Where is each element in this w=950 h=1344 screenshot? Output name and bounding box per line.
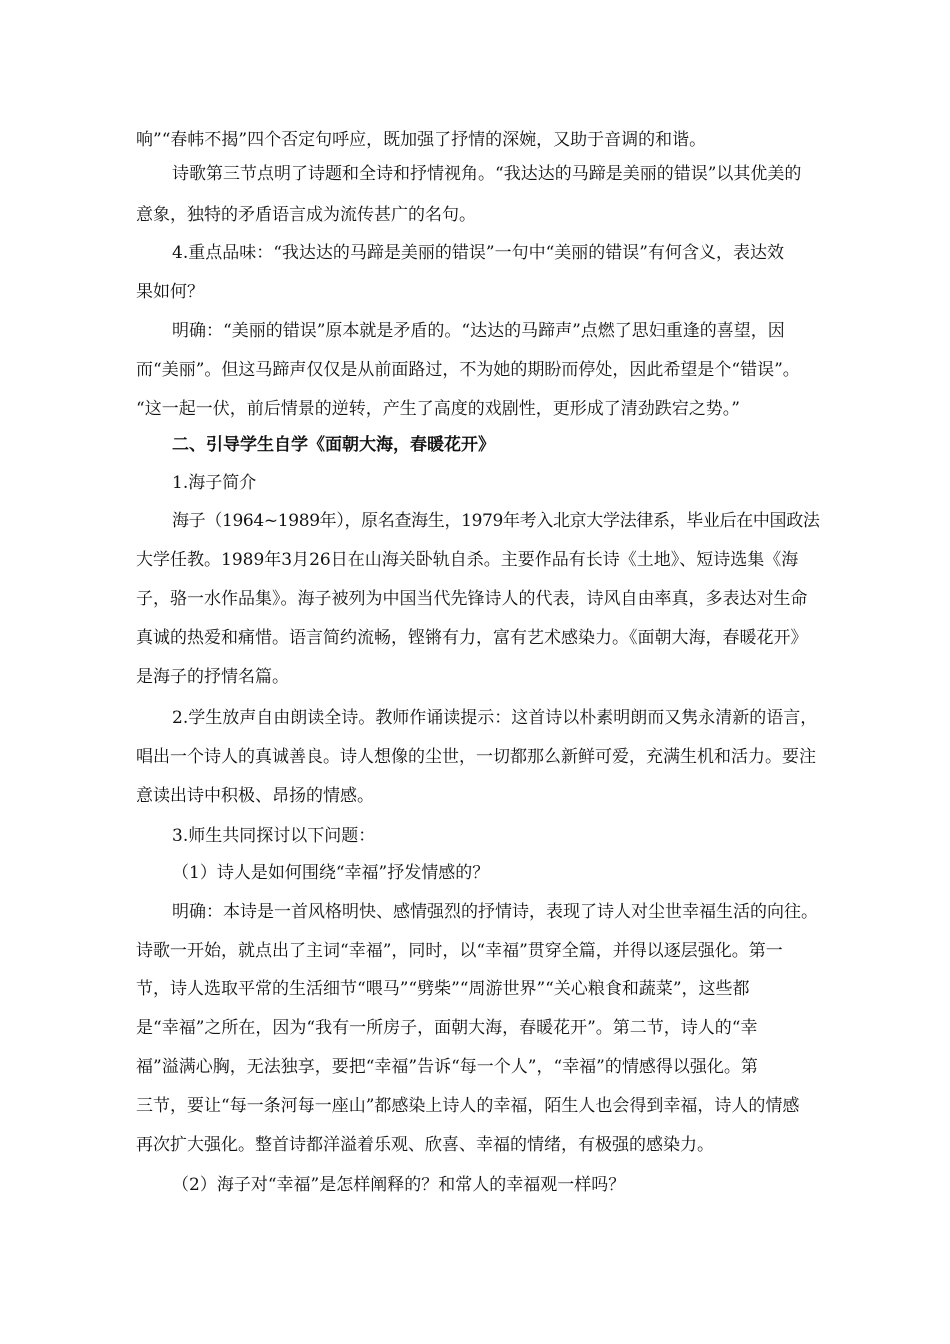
text-line: 福”溢满心胸，无法独享，要把“幸福”告诉“每一个人”，“幸福”的情感得以强化。第: [136, 1057, 758, 1077]
question-line: （2）海子对“幸福”是怎样阐释的？和常人的幸福观一样吗？: [172, 1175, 626, 1195]
subsection-heading: 3.师生共同探讨以下问题：: [172, 826, 376, 846]
text-line: 再次扩大强化。整首诗都洋溢着乐观、欣喜、幸福的情绪，有极强的感染力。: [136, 1135, 714, 1155]
text-line: 而“美丽”。但这马蹄声仅仅是从前面路过，不为她的期盼而停处，因此希望是个“错误”。: [136, 360, 800, 380]
text-line: 明确：“美丽的错误”原本就是矛盾的。“达达的马蹄声”点燃了思妇重逢的喜望，因: [172, 321, 785, 341]
text-line: 是“幸福”之所在，因为“我有一所房子，面朝大海，春暖花开”。第二节，诗人的“幸: [136, 1018, 758, 1038]
text-line: 4.重点品味：“我达达的马蹄是美丽的错误”一句中“美丽的错误”有何含义，表达效: [172, 243, 784, 263]
text-line: 意读出诗中积极、昂扬的情感。: [136, 786, 374, 806]
text-line: 唱出一个诗人的真诚善良。诗人想像的尘世，一切都那么新鲜可爱，充满生机和活力。要注: [136, 747, 816, 767]
text-line: 响”“春帏不揭”四个否定句呼应，既加强了抒情的深婉，又助于音调的和谐。: [136, 130, 707, 150]
text-line: 大学任教。1989年3月26日在山海关卧轨自杀。主要作品有长诗《土地》、短诗选集《海: [136, 550, 799, 570]
text-line: 三节，要让“每一条河每一座山”都感染上诗人的幸福，陌生人也会得到幸福，诗人的情感: [136, 1096, 800, 1116]
section-heading: 二、引导学生自学《面朝大海，春暖花开》: [172, 435, 495, 455]
text-line: 果如何？: [136, 282, 204, 302]
question-line: （1）诗人是如何围绕“幸福”抒发情感的？: [172, 863, 490, 883]
text-line: 真诚的热爱和痛惜。语言简约流畅，铿锵有力，富有艺术感染力。《面朝大海，春暖花开》: [136, 628, 808, 648]
text-line: 海子（1964~1989年），原名查海生，1979年考入北京大学法律系，毕业后在中国政法: [172, 511, 820, 531]
text-line: 意象，独特的矛盾语言成为流传甚广的名句。: [136, 205, 476, 225]
text-line: 诗歌一开始，就点出了主词“幸福”，同时，以“幸福”贯穿全篇，并得以逐层强化。第一: [136, 941, 783, 961]
text-line: 是海子的抒情名篇。: [136, 667, 289, 687]
subsection-heading: 1.海子简介: [172, 473, 257, 493]
text-line: 明确：本诗是一首风格明快、感情强烈的抒情诗，表现了诗人对尘世幸福生活的向往。: [172, 902, 818, 922]
text-line: 节，诗人选取平常的生活细节“喂马”“劈柴”“周游世界”“关心粮食和蔬菜”，这些都: [136, 979, 750, 999]
text-line: 2.学生放声自由朗读全诗。教师作诵读提示：这首诗以朴素明朗而又隽永清新的语言，: [172, 708, 818, 728]
text-line: “这一起一伏，前后情景的逆转，产生了高度的戏剧性，更形成了清劲跌宕之势。”: [136, 399, 740, 419]
text-line: 诗歌第三节点明了诗题和全诗和抒情视角。“我达达的马蹄是美丽的错误”以其优美的: [172, 164, 802, 184]
text-line: 子，骆一水作品集》。海子被列为中国当代先锋诗人的代表，诗风自由率真，多表达对生命: [136, 589, 808, 609]
